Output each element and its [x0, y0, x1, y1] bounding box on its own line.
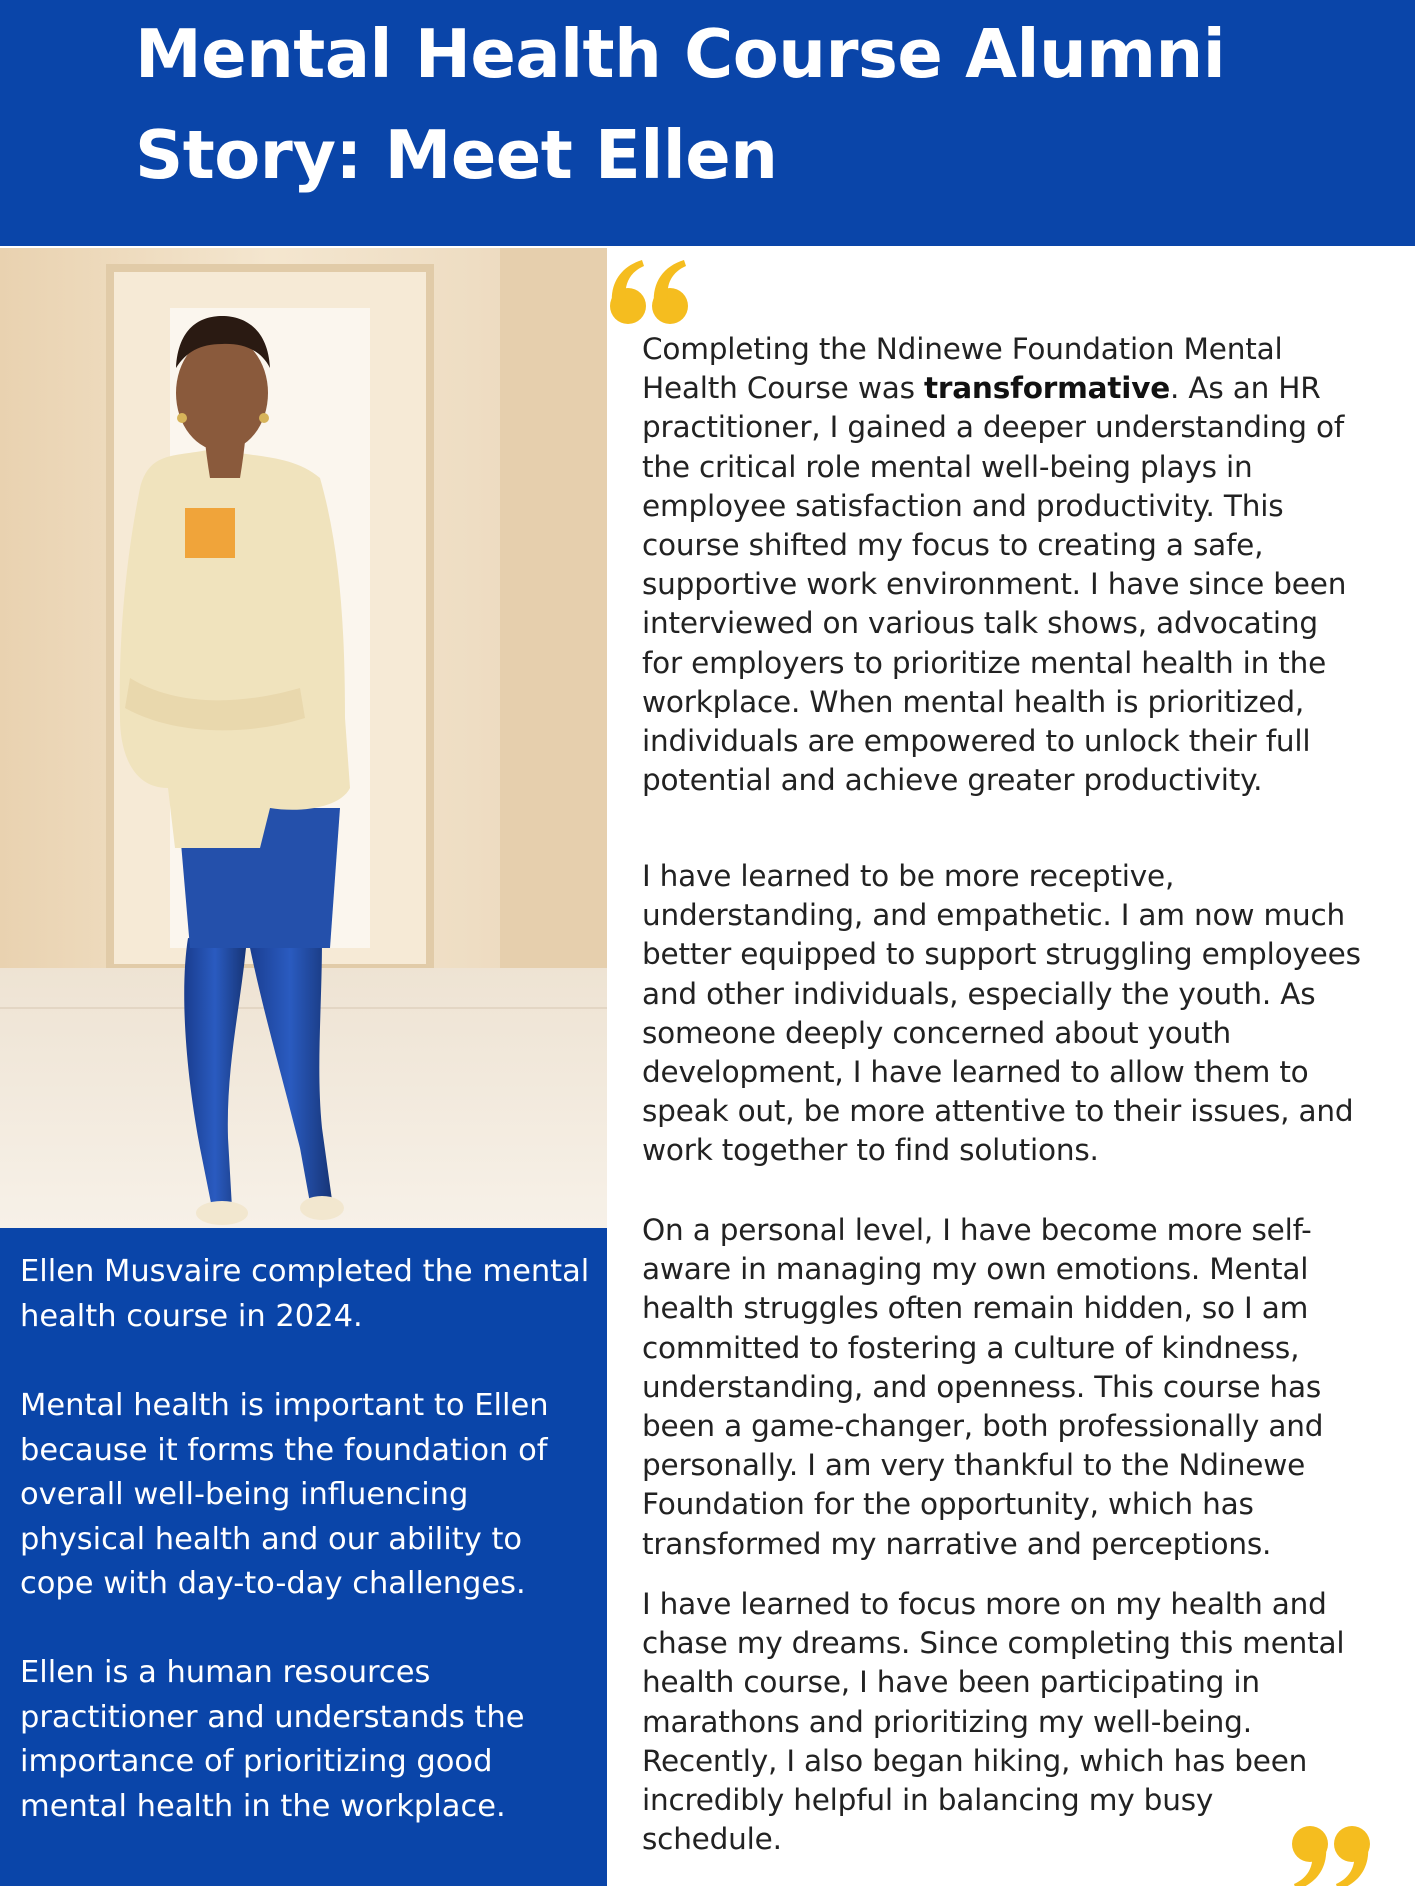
page-title	[135, 4, 1375, 206]
bio-paragraph-3: Ellen is a human resources practitioner and understands the importance of prioritizing good mental health in the workplace.	[20, 1655, 525, 1824]
bio-panel	[0, 1228, 607, 1886]
title-line-2: Story: Meet Ellen	[135, 116, 778, 194]
quote-paragraph-4	[642, 1585, 1362, 1859]
quote-p2-text: I have learned to be more receptive, understanding, and empathetic. I am now much better equipped to support struggling employees and other individuals, especially the youth. As someone deeply concerned about youth development, I have learned to allow them to speak out, be more attentive to their issues, and work together to find solutions.	[642, 859, 1361, 1168]
bio-paragraph-1: Ellen Musvaire completed the mental health course in 2024.	[20, 1254, 590, 1334]
header-banner	[0, 0, 1415, 246]
quote-p1-before: Completing the Ndinewe Foundation Mental Health Course was	[642, 332, 1283, 406]
quote-p3-text: On a personal level, I have become more self-aware in managing my own emotions. Mental health struggles often remain hidden, so I am committed to fostering a culture of kindness, understanding, and openness. This course has been a game-changer, both professionally and personally. I am very thankful to the Ndinewe Foundation for the opportunity, which has transformed my narrative and perceptions.	[642, 1213, 1324, 1561]
quote-p4-text: I have learned to focus more on my health and chase my dreams. Since completing this mental health course, I have been participating in marathons and prioritizing my well-being. Recently, I also began hiking, which has been incredibly helpful in balancing my busy schedule.	[642, 1587, 1345, 1857]
quote-paragraph-2	[642, 857, 1362, 1171]
title-line-1: Mental Health Course Alumni	[135, 15, 1226, 93]
close-quote-icon	[1284, 1822, 1374, 1890]
open-quote-icon	[606, 258, 696, 332]
quote-paragraph-1	[642, 330, 1362, 800]
quote-paragraph-3	[642, 1211, 1362, 1564]
ellen-photo	[0, 248, 607, 1228]
quote-p1-after: . As an HR practitioner, I gained a deeper understanding of the critical role mental well-being plays in employee satisfaction and productivity. This course shifted my focus to creating a safe, supportive work environment. I have since been interviewed on various talk shows, advocating for employers to prioritize mental health in the workplace. When mental health is prioritized, individuals are empowered to unlock their full potential and achieve greater productivity.	[642, 371, 1347, 798]
bio-paragraph-2: Mental health is important to Ellen because it forms the foundation of overall well-being influencing physical health and our ability to cope with day-to-day challenges.	[20, 1388, 549, 1601]
quote-p1-bold: transformative	[923, 371, 1171, 406]
